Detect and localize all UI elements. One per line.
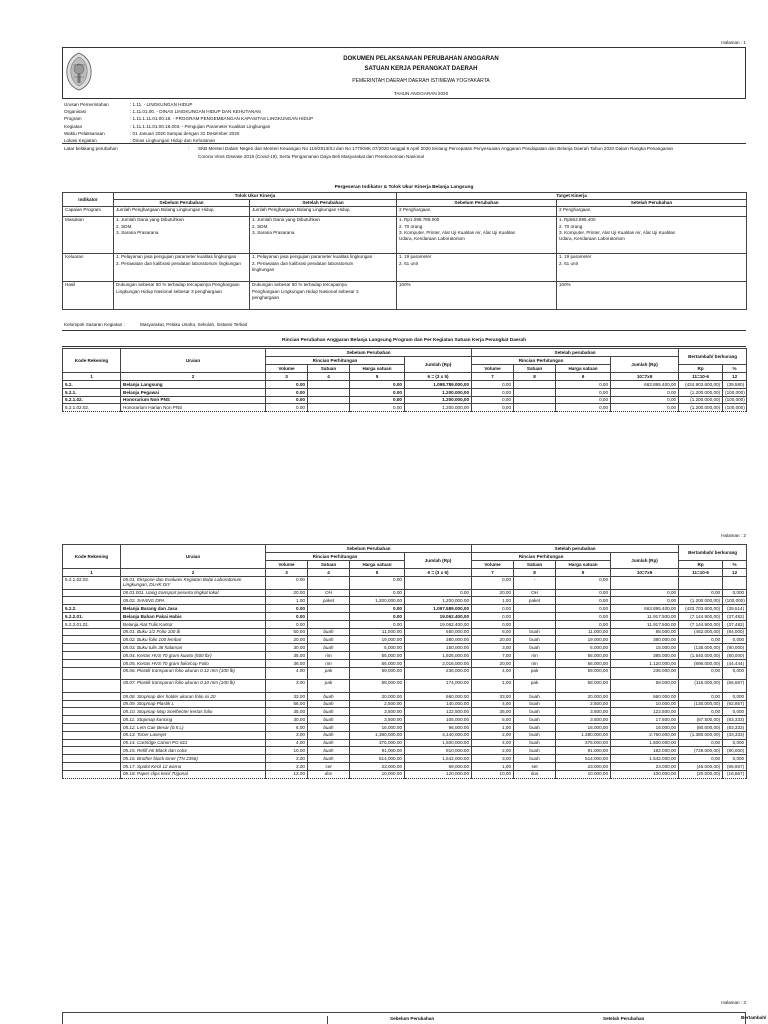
budget-row: 5.2.1.02.02. 05.01. Ekspose dan Evaluasi Kegiatan Balai Laboratorium Lingkungan, DLHK DIY 0.00 - 0.00 0,00 - 0,00	[63, 577, 747, 590]
uraian: Honorarium Harian Non PNS	[121, 404, 266, 412]
kode-rekening: 5.2.2.01.	[63, 612, 121, 620]
kode-rekening	[63, 667, 121, 680]
uraian: 05.13. Toner Laserjet	[121, 731, 266, 739]
info-row: Organisasi : 1.11.01.00. - DINAS LINGKUNGAN HIDUP DAN KEHUTANAN	[64, 109, 261, 115]
uraian: 05.04. Kertas HVS 70 gram kuarto (500 lbr)	[121, 651, 266, 659]
kode-rekening: 5.2.1.02.	[63, 396, 121, 404]
uraian: 05.15. Refill ink Black dan color	[121, 747, 266, 755]
info-row: Kegiatan : 1.11.1.11.01.00.18.003. - Pengujian Parameter Kualitas Lingkungan	[64, 123, 271, 129]
kinerja-row: Masukan 1. Jumlah Dana yang Dibutuhkan 2. SDM 3. Sarana Prasarana 1. Jumlah Dana yang Dibutuhkan 2. SDM 3. Sarana Prasarana 1. Rp1.098.789.000 2. 70 orang 3. Komputer, Printer, Alat Uji Kualitas Air, Alat Uji Kualitas Udara, Kendaraan Laboratorium 1. Rp663.895.400 2. 70 orang 3. Komputer, Printer, Alat Uji Kualitas Air, Alat Uji Kualitas Udara, Kendaraan Laboratorium	[63, 217, 747, 254]
uraian: 05.16. Brother black toner (TN 2356)	[121, 755, 266, 763]
kode-rekening: 5.2.	[63, 381, 121, 389]
info-row: Waktu Pelaksanaan : 01 Januari 2020 Sampai dengan 31 Desember 2020	[64, 130, 240, 136]
budget-row: 05.17. Spidol Kecil 12 warna 3.00 set 23,000.00 69,000.00 1,00 set 23.000,00 23.000,00 (46.000,00) (66,667)	[63, 762, 747, 770]
page3-table-header: Sebelum Perubahan Setelah Perubahan Bertambah/	[62, 1012, 746, 1024]
uraian: 05.18. Paper clips kecil Trigonal	[121, 770, 266, 778]
uraian: 05.14. Cartridge Canon PG 811	[121, 739, 266, 747]
uraian: Honorarium Non PNS	[121, 396, 266, 404]
budget-row: 05.04. Kertas HVS 70 gram kuarto (500 lbr) 35.00 rim 55,000.00 1,925,000.00 7,00 rim 55.000,00 385.000,00 (1.540.000,00) (80,000)	[63, 651, 747, 659]
kode-rekening	[63, 628, 121, 636]
header-frame	[62, 47, 746, 99]
kode-rekening: 5.2.1.	[63, 388, 121, 396]
kode-rekening	[63, 589, 121, 597]
document-title: DOKUMEN PELAKSANAAN PERUBAHAN ANGGARAN SATUAN KERJA PERANGKAT DAERAH PEMERINTAH DAERAH DAERAH ISTIMEWA YOGYAKARTA TAHUN ANGGARAN 2020	[343, 56, 499, 96]
kode-rekening	[63, 636, 121, 644]
kode-rekening	[63, 731, 121, 739]
budget-row: 05.07. Plastik transparan folio ukuran 0.10 mm (100 lb) 3.00 pak 58,000.00 174,000.00 1,00 pak 58.000,00 58.000,00 (116.000,00) (66,667)	[63, 680, 747, 693]
kode-rekening	[63, 716, 121, 724]
kode-rekening	[63, 747, 121, 755]
kode-rekening: 5.2.1.02.02.	[63, 577, 121, 590]
budget-row: 5.2.2.01.01. Belanja Alat Tulis Kantor 0.00 0.00 19.062.400,00 0,00 0,00 11.917.500,00 (7.144.900,00) (37,482)	[63, 620, 747, 628]
budget-table-page2: Kode Rekening Uraian Sebelum Perubahan Setelah perubahan Bertambah/ berkurang Rincian Perhitungan Jumlah (Rp) Rincian Perhitungan Jumlah (Rp) Volume Satuan Harga satuan Volume Satuan Harga satuan Rp % 1 2 3 4 5 6 = (3 x 5) 7 8 9 10=7x9 11=10-6 12 5.2.1.02.02. 05.01. Ekspose dan Evaluasi Kegiatan Balai Laboratorium Lingkungan, DLHK DIY 0.00 - 0.00 0,00 - 0,00 05.01.001. Uang transport peserta tingkat lokal 20.00 OH 0.00 0.00 20,00 OH 0,00 0,00 0,00 0,000 05.02. SAVING DPA 1.00 paket 1,200,000.00 1,200,000.00 1,00 paket 0,00 0,00 (1.200.000,00) (100,000) 5.2.2. Belanja Barang dan Jasa 0.00 0.00 1.097.589.000,00 0,00 0,00 663.895.400,00 (433.703.600,00) (39,514) 5.2.2.01. Belanja Bahan Pakai Habis 0.00 0.00 19.062.400,00 0,00 0,00 11.917.500,00 (7.144.900,00) (37,482) 5.2.2.01.01. Belanja Alat Tulis Kantor 0.00 0.00 19.062.400,00 0,00 0,00 11.917.500,00 (7.144.900,00) (37,482) 05.01. Buku 1/2 Folio 100 lb 50.00 buah 11,000.00 550,000.00 8,00 buah 11.000,00 88.000,00 (462.000,00) (84,000) 05.02. Buku folio 100 lembar 20.00 buah 19,000.00 380,000.00 20,00 buah 19.000,00 380.000,00 0,00 0,000 05.03. Buku tulis 38 halaman 30.00 buah 5,000.00 150,000.00 3,00 buah 5.000,00 15.000,00 (135.000,00) (90,000) 05.04. Kertas HVS 70 gram kuarto (500 lbr) 35.00 rim 55,000.00 1,925,000.00 7,00 rim 55.000,00 385.000,00 (1.540.000,00) (80,000) 05.05. Kertas HVS 70 gram folio/cop Folio 36.00 rim 56,000.00 2,016,000.00 20,00 rim 56.000,00 1.120.000,00 (896.000,00) (44,444) 05.06. Plastik transparan folio ukuran 0.12 mm (100 lb) 4.00 pak 59,000.00 236,000.00 4,00 pak 59.000,00 236.000,00 0,00 0,000 05.07. Plastik transparan folio ukuran 0.10 mm (100 lb) 3.00 pak 58,000.00 174,000.00 1,00 pak 58.000,00 58.000,00 (116.000,00) (66,667) 05.08. Stopmap dier holder ukuran folio isi 20 33.00 buah 20,000.00 660,000.00 33,00 buah 20.000,00 660.000,00 0,00 0,000 05.09. Stopmap Plastik L 56.00 buah 2,500.00 140,000.00 4,00 buah 2.500,00 10.000,00 (130.000,00) (92,857) 05.10. Stopmap Map Snelhecter kertas folio 35.00 buah 3,500.00 122,500.00 35,00 buah 3.500,00 122.500,00 0,00 0,000 05.11. Stopmap kancing 30.00 buah 3,500.00 105,000.00 5,00 buah 3.500,00 17.500,00 (87.500,00) (83,333) 05.12. Lem Cair Besar (0.5 L) 6.00 buah 16,000.00 96,000.00 1,00 buah 16.000,00 16.000,00 (80.000,00) (83,333) 05.13. Toner Laserjet 3.00 buah 1,380,000.00 4,140,000.00 2,00 buah 1.380.000,00 2.760.000,00 (1.380.000,00) (33,333) 05.14. Cartridge Canon PG 811 4.00 buah 375,000.00 1,500,000.00 4,00 buah 375.000,00 1.500.000,00 0,00 0,000 05.15. Refill ink Black dan color 10.00 buah 91,000.00 910,000.00 2,00 buah 91.000,00 182.000,00 (728.000,00) (80,000) 05.16. Brother black toner (TN 2356) 3.00 buah 514,000.00 1,542,000.00 3,00 buah 514.000,00 1.542.000,00 0,00 0,000 05.17. Spidol Kecil 12 warna 3.00 set 23,000.00 69,000.00 1,00 set 23.000,00 23.000,00 (46.000,00) (66,667) 05.18. Paper clips kecil Trigonal 12.00 dos 10,000.00 120,000.00 10,00 dos 10.000,00 100.000,00 (20.000,00) (16,667)	[62, 544, 747, 779]
uraian: Belanja Langsung	[121, 381, 266, 389]
uraian: 05.02. SAVING DPA	[121, 597, 266, 605]
kinerja-table: Indikator Tolok Ukur Kinerja Target Kinerja Sebelum Perubahan Setelah Perubahan Sebelum Perubahan Setelah Perubahan Capaian Program Jumlah Penghargaan Bidang Lingkungan Hidup Jumlah Penghargaan Bidang Lingkungan Hidup 3 Penghargaan 3 Penghargaan Masukan 1. Jumlah Dana yang Dibutuhkan 2. SDM 3. Sarana Prasarana 1. Jumlah Dana yang Dibutuhkan 2. SDM 3. Sarana Prasarana 1. Rp1.098.789.000 2. 70 orang 3. Komputer, Printer, Alat Uji Kualitas Air, Alat Uji Kualitas Udara, Kendaraan Laboratorium 1. Rp663.895.400 2. 70 orang 3. Komputer, Printer, Alat Uji Kualitas Air, Alat Uji Kualitas Udara, Kendaraan Laboratorium Keluaran 1. Pelayanan jasa pengujian parameter kualitas lingkungan 2. Perawatan dan kalibrasi peralatan laboratorium lingkungan 1. Pelayanan jasa pengujian parameter kualitas lingkungan 2. Perawatan dan kalibrasi peralatan laboratorium lingkungan 1. 19 parameter 2. 61 unit 1. 19 parameter 2. 61 unit Hasil Dukungan sebesar 50 % terhadap tercapainya Penghargaan Lingkungan Hidup Nasional sebesar 3 penghargaan Dukungan sebesar 50 % terhadap tercapainya Penghargaan Lingkungan Hidup Nasional sebesar 3 penghargaan 100% 100%	[62, 192, 747, 310]
h-indikator: Indikator	[63, 193, 114, 207]
uraian: 05.01.001. Uang transport peserta tingkat lokal	[121, 589, 266, 597]
uraian: Belanja Alat Tulis Kantor	[121, 620, 266, 628]
budget-row: 05.11. Stopmap kancing 30.00 buah 3,500.00 105,000.00 5,00 buah 3.500,00 17.500,00 (87.500,00) (83,333)	[63, 716, 747, 724]
budget-row: 05.01.001. Uang transport peserta tingkat lokal 20.00 OH 0.00 0.00 20,00 OH 0,00 0,00 0,00 0,000	[63, 589, 747, 597]
budget-row: 05.06. Plastik transparan folio ukuran 0.12 mm (100 lb) 4.00 pak 59,000.00 236,000.00 4,00 pak 59.000,00 236.000,00 0,00 0,000	[63, 667, 747, 680]
budget-row: 05.02. Buku folio 100 lembar 20.00 buah 19,000.00 380,000.00 20,00 buah 19.000,00 380.000,00 0,00 0,000	[63, 636, 747, 644]
kode-rekening	[63, 659, 121, 667]
kode-rekening	[63, 770, 121, 778]
kode-rekening	[63, 762, 121, 770]
info-row: Program : 1.11.1.11.01.00.18. - PROGRAM PENGEMBANGAN KAPASITAS LINGKUNGAN HIDUP	[64, 116, 314, 122]
program-info	[64, 101, 744, 144]
uraian: 05.06. Plastik transparan folio ukuran 0.12 mm (100 lb)	[121, 667, 266, 680]
h-tolok: Tolok Ukur Kinerja	[114, 193, 397, 200]
kode-rekening	[63, 723, 121, 731]
kode-rekening	[63, 755, 121, 763]
uraian: 05.11. Stopmap kancing	[121, 716, 266, 724]
budget-row: 05.10. Stopmap Map Snelhecter kertas folio 35.00 buah 3,500.00 122,500.00 35,00 buah 3.500,00 122.500,00 0,00 0,000	[63, 708, 747, 716]
uraian: 05.08. Stopmap dier holder ukuran folio isi 20	[121, 692, 266, 700]
budget-row: 05.13. Toner Laserjet 3.00 buah 1,380,000.00 4,140,000.00 2,00 buah 1.380.000,00 2.760.000,00 (1.380.000,00) (33,333)	[63, 731, 747, 739]
kode-rekening	[63, 651, 121, 659]
uraian: 05.09. Stopmap Plastik L	[121, 700, 266, 708]
uraian: Belanja Barang dan Jasa	[121, 605, 266, 613]
budget-row: 05.01. Buku 1/2 Folio 100 lb 50.00 buah 11,000.00 550,000.00 8,00 buah 11.000,00 88.000,00 (462.000,00) (84,000)	[63, 628, 747, 636]
kode-rekening	[63, 680, 121, 693]
budget-row: 05.02. SAVING DPA 1.00 paket 1,200,000.00 1,200,000.00 1,00 paket 0,00 0,00 (1.200.000,00) (100,000)	[63, 597, 747, 605]
budget-row: 05.16. Brother black toner (TN 2356) 3.00 buah 514,000.00 1,542,000.00 3,00 buah 514.000,00 1.542.000,00 0,00 0,000	[63, 755, 747, 763]
budget-table-page1: Kode Rekening Uraian Sebelum Perubahan Setelah perubahan Bertambah/ berkurang Rincian Perhitungan Jumlah (Rp) Rincian Perhitungan Jumlah (Rp) Volume Satuan Harga satuan Volume Satuan Harga satuan Rp % 1 2 3 4 5 6 = (3 x 5) 7 8 9 10=7x9 11=10-6 12 5.2. Belanja Langsung 0.00 0.00 1.098.789.000,00 0,00 0,00 663.895.400,00 (434.903.600,00) (39,580) 5.2.1. Belanja Pegawai 0.00 0.00 1.200.000,00 0,00 0,00 0,00 (1.200.000,00) (100,000) 5.2.1.02. Honorarium Non PNS 0.00 0.00 1.200.000,00 0,00 0,00 0,00 (1.200.000,00) (100,000) 5.2.1.02.02. Honorarium Harian Non PNS 0.00 0.00 1.200.000,00 0,00 0,00 0,00 (1.200.000,00) (100,000)	[62, 348, 747, 412]
kode-rekening: 5.2.2.01.01.	[63, 620, 121, 628]
kelompok-value: Masyarakat, Pelaku Usaha, Sekolah, Instansi Terkait	[140, 322, 248, 327]
rincian-title: Rincian Perubahan Anggaran Belanja Langsung Program dan Per Kegiatan Satuan Kerja Perangkat Daerah	[282, 338, 526, 343]
h-target: Target Kinerja	[397, 193, 747, 200]
budget-row: 5.2.2. Belanja Barang dan Jasa 0.00 0.00 1.097.589.000,00 0,00 0,00 663.895.400,00 (433.703.600,00) (39,514)	[63, 605, 747, 613]
uraian: 05.10. Stopmap Map Snelhecter kertas folio	[121, 708, 266, 716]
budget-row: 05.05. Kertas HVS 70 gram folio/cop Folio 36.00 rim 56,000.00 2,016,000.00 20,00 rim 56.000,00 1.120.000,00 (896.000,00) (44,444)	[63, 659, 747, 667]
kode-rekening	[63, 739, 121, 747]
page-number: Halaman : 1	[721, 40, 746, 45]
kode-rekening	[63, 692, 121, 700]
uraian: 05.01. Ekspose dan Evaluasi Kegiatan Balai Laboratorium Lingkungan, DLHK DIY	[121, 577, 266, 590]
page-number: Halaman : 2	[721, 533, 746, 538]
uraian: 05.05. Kertas HVS 70 gram folio/cop Folio	[121, 659, 266, 667]
budget-row: 05.03. Buku tulis 38 halaman 30.00 buah 5,000.00 150,000.00 3,00 buah 5.000,00 15.000,00 (135.000,00) (90,000)	[63, 644, 747, 652]
budget-row: 05.14. Cartridge Canon PG 811 4.00 buah 375,000.00 1,500,000.00 4,00 buah 375.000,00 1.500.000,00 0,00 0,000	[63, 739, 747, 747]
kinerja-row: Keluaran 1. Pelayanan jasa pengujian parameter kualitas lingkungan 2. Perawatan dan kalibrasi peralatan laboratorium lingkungan 1. Pelayanan jasa pengujian parameter kualitas lingkungan 2. Perawatan dan kalibrasi peralatan laboratorium lingkungan 1. 19 parameter 2. 61 unit 1. 19 parameter 2. 61 unit	[63, 254, 747, 282]
uraian: Belanja Bahan Pakai Habis	[121, 612, 266, 620]
budget-row: 05.09. Stopmap Plastik L 56.00 buah 2,500.00 140,000.00 4,00 buah 2.500,00 10.000,00 (130.000,00) (92,857)	[63, 700, 747, 708]
budget-row: 5.2.1. Belanja Pegawai 0.00 0.00 1.200.000,00 0,00 0,00 0,00 (1.200.000,00) (100,000)	[63, 388, 747, 396]
kelompok-label: Kelompok Sasaran Kegiatan :	[64, 322, 125, 327]
page-number: Halaman : 3	[721, 1000, 746, 1005]
info-row: Urusan Pemerintahan : 1.11. - LINGKUNGAN HIDUP	[64, 101, 193, 107]
latar-label: Latar belakang perubahan	[64, 146, 118, 151]
kinerja-row: Capaian Program Jumlah Penghargaan Bidang Lingkungan Hidup Jumlah Penghargaan Bidang Lingkungan Hidup 3 Penghargaan 3 Penghargaan	[63, 207, 747, 217]
uraian: 05.12. Lem Cair Besar (0.5 L)	[121, 723, 266, 731]
budget-row: 5.2.1.02.02. Honorarium Harian Non PNS 0.00 0.00 1.200.000,00 0,00 0,00 0,00 (1.200.000,00) (100,000)	[63, 404, 747, 412]
uraian: Belanja Pegawai	[121, 388, 266, 396]
kode-rekening: 5.2.2.	[63, 605, 121, 613]
uraian: 05.03. Buku tulis 38 halaman	[121, 644, 266, 652]
kode-rekening	[63, 700, 121, 708]
uraian: 05.17. Spidol Kecil 12 warna	[121, 762, 266, 770]
budget-row: 05.12. Lem Cair Besar (0.5 L) 6.00 buah 16,000.00 96,000.00 1,00 buah 16.000,00 16.000,00 (80.000,00) (83,333)	[63, 723, 747, 731]
budget-row: 05.15. Refill ink Black dan color 10.00 buah 91,000.00 910,000.00 2,00 buah 91.000,00 182.000,00 (728.000,00) (80,000)	[63, 747, 747, 755]
pergeseran-title: Pergeseran Indikator & Tolok Ukur Kinerja Belanja Langsung	[334, 185, 474, 190]
uraian: 05.02. Buku folio 100 lembar	[121, 636, 266, 644]
budget-row: 5.2.2.01. Belanja Bahan Pakai Habis 0.00 0.00 19.062.400,00 0,00 0,00 11.917.500,00 (7.144.900,00) (37,482)	[63, 612, 747, 620]
uraian: 05.07. Plastik transparan folio ukuran 0.10 mm (100 lb)	[121, 680, 266, 693]
kode-rekening	[63, 644, 121, 652]
latar-colon: :	[188, 146, 190, 151]
kode-rekening: 5.2.1.02.02.	[63, 404, 121, 412]
budget-row: 5.2.1.02. Honorarium Non PNS 0.00 0.00 1.200.000,00 0,00 0,00 0,00 (1.200.000,00) (100,000)	[63, 396, 747, 404]
budget-row: 5.2. Belanja Langsung 0.00 0.00 1.098.789.000,00 0,00 0,00 663.895.400,00 (434.903.600,00) (39,580)	[63, 381, 747, 389]
kode-rekening	[63, 708, 121, 716]
budget-row: 05.08. Stopmap dier holder ukuran folio isi 20 33.00 buah 20,000.00 660,000.00 33,00 buah 20.000,00 660.000,00 0,00 0,000	[63, 692, 747, 700]
kode-rekening	[63, 597, 121, 605]
kinerja-row: Hasil Dukungan sebesar 50 % terhadap tercapainya Penghargaan Lingkungan Hidup Nasional sebesar 3 penghargaan Dukungan sebesar 50 % terhadap tercapainya Penghargaan Lingkungan Hidup Nasional sebesar 3 penghargaan 100% 100%	[63, 282, 747, 310]
latar-text: SKB Menteri Dalam Negeri dan Menteri Keuangan No 119/2813/SJ dan No 177/KMK.07/2020 tanggal 9 April 2020 tentang Percepatan Penyesuaian Anggaran Pendapatan dan Belanja Daerah Tahun 2020 Dalam Rangka Penanganan Corona Virus Disease 2019 (Covid-19), Serta Pengamanan Daya Beli Masyarakat dan Perekonomian Nasional	[198, 146, 674, 160]
budget-row: 05.18. Paper clips kecil Trigonal 12.00 dos 10,000.00 120,000.00 10,00 dos 10.000,00 100.000,00 (20.000,00) (16,667)	[63, 770, 747, 778]
uraian: 05.01. Buku 1/2 Folio 100 lb	[121, 628, 266, 636]
info-row: Lokasi Kegiatan : Dinas Lingkungan Hidup dan Kehutanan	[64, 137, 216, 143]
